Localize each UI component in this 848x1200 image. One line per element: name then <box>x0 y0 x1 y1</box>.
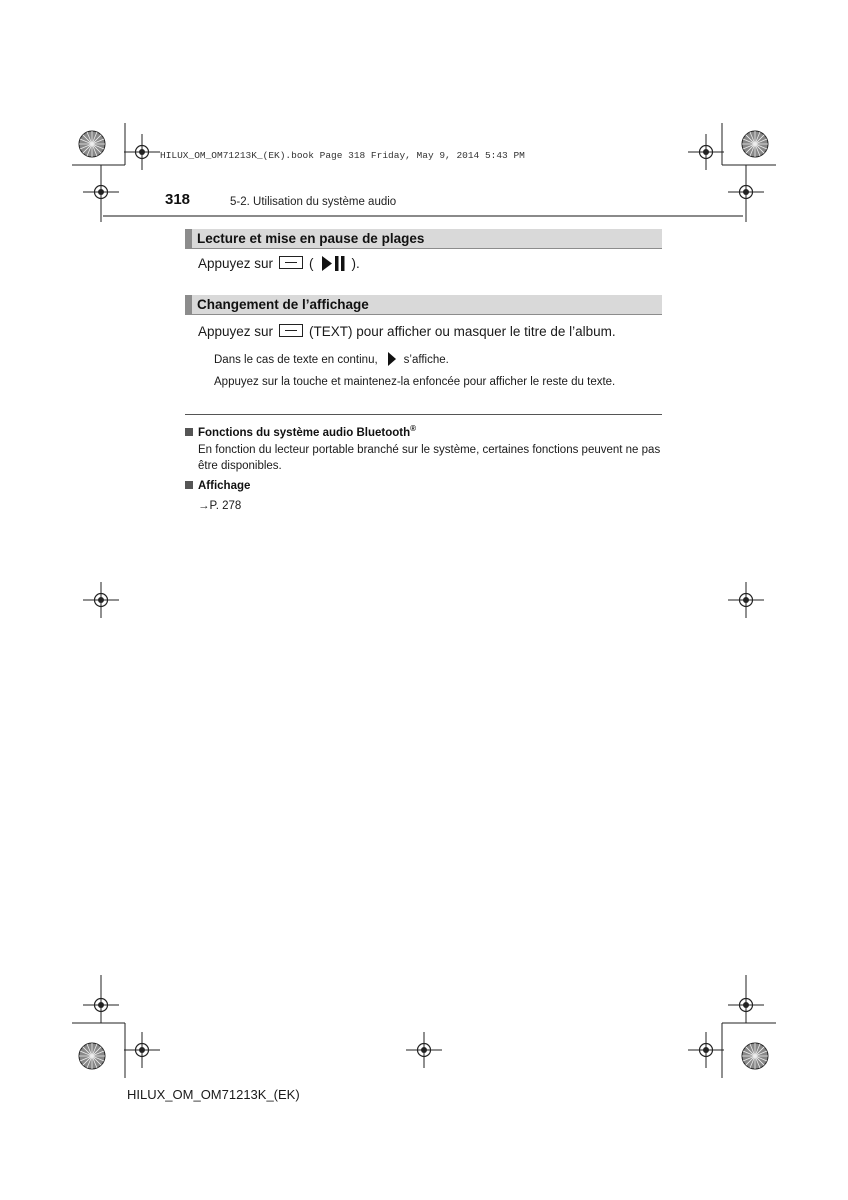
note-title: Fonctions du système audio Bluetooth <box>198 426 411 439</box>
heading-text: Lecture et mise en pause de plages <box>197 231 425 246</box>
note-title: Affichage <box>198 480 251 492</box>
paren-open: ( <box>309 256 314 271</box>
note-text-bluetooth: En fonction du lecteur portable branché sur le système, certaines fonctions peuvent ne pas être disponibles. <box>198 444 661 472</box>
instruction-rest: (TEXT) pour afficher ou masquer le titre de l’album. <box>309 324 616 339</box>
heading-text: Changement de l’affichage <box>197 297 369 312</box>
play-pause-icon <box>322 256 346 271</box>
sub-note-maintenir: Appuyez sur la touche et maintenez-la enfoncée pour afficher le reste du texte. <box>214 376 616 388</box>
print-info-line: HILUX_OM_OM71213K_(EK).book Page 318 Friday, May 9, 2014 5:43 PM <box>160 150 525 161</box>
instruction-text-toggle <box>198 324 616 339</box>
note-heading-bluetooth <box>185 424 416 439</box>
instruction-text: Appuyez sur <box>198 256 274 271</box>
square-bullet-icon <box>185 481 193 489</box>
footer-code: HILUX_OM_OM71213K_(EK) <box>127 1087 300 1102</box>
header-rule <box>103 215 743 217</box>
arrow-right-icon <box>388 352 396 366</box>
heading-changement-affichage <box>185 295 662 315</box>
button-key-icon <box>279 324 303 337</box>
page-reference-link[interactable]: →P. 278 <box>198 500 242 512</box>
registered-mark: ® <box>410 424 417 433</box>
sub-note-continu <box>214 352 449 366</box>
note-heading-affichage <box>185 480 250 492</box>
button-key-icon <box>279 256 303 269</box>
section-title: 5-2. Utilisation du système audio <box>230 196 397 208</box>
paren-close: ). <box>351 256 360 271</box>
square-bullet-icon <box>185 428 193 436</box>
heading-lecture-pause <box>185 229 662 249</box>
sub-note-text-end: s’affiche. <box>403 354 449 366</box>
instruction-play-pause <box>198 256 360 271</box>
page-number: 318 <box>165 191 191 208</box>
notes-divider <box>185 414 662 415</box>
sub-note-text: Dans le cas de texte en continu, <box>214 354 378 366</box>
instruction-text: Appuyez sur <box>198 324 274 339</box>
